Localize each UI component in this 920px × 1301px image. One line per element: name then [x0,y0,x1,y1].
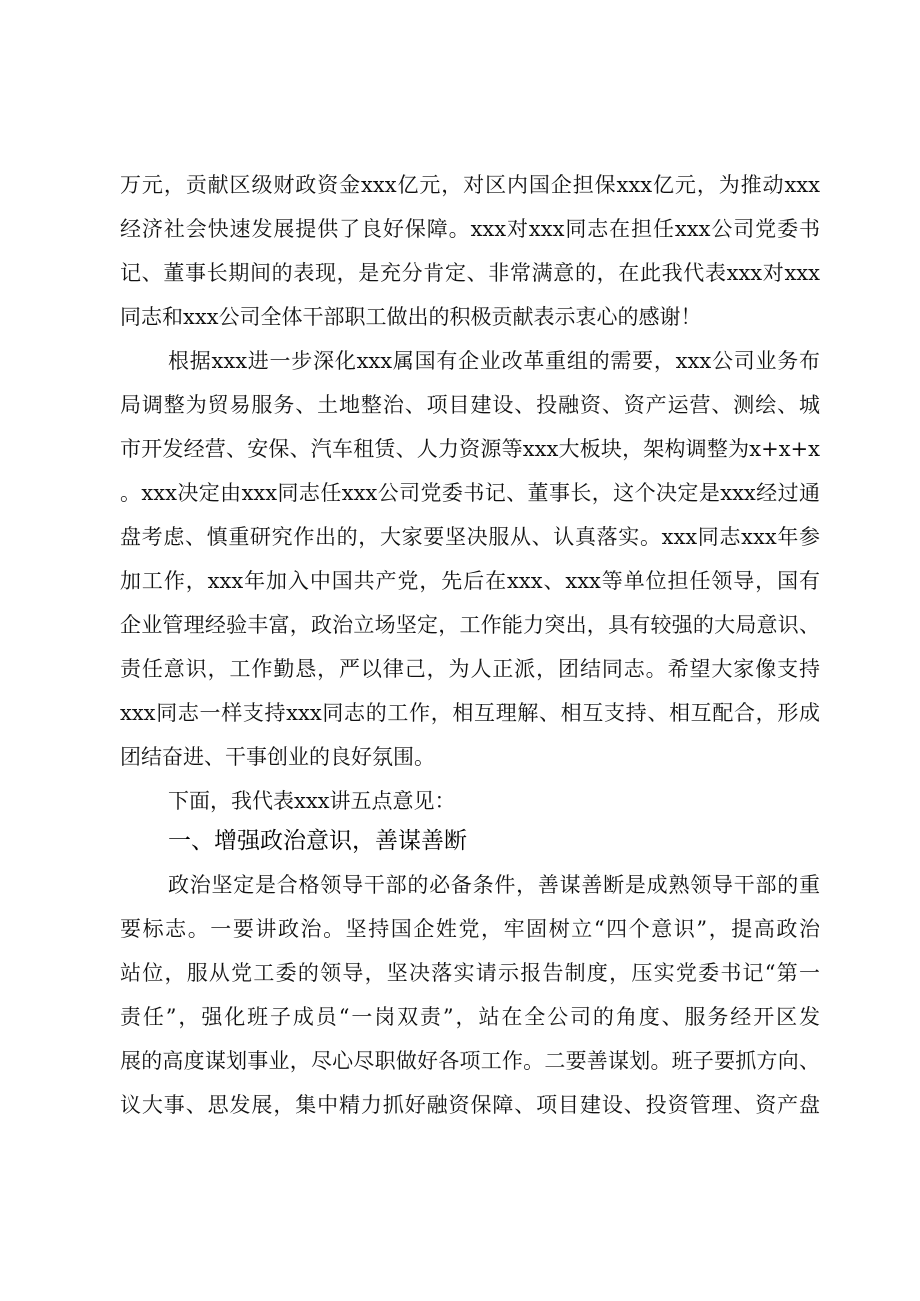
paragraph-2-line-5: 盘考虑、慎重研究作出的，大家要坚决服从、认真落实。xxx同志xxx年参 [120,525,820,549]
paragraph-2-line-9: xxx同志一样支持xxx同志的工作，相互理解、相互支持、相互配合，形成 [120,701,820,725]
paragraph-2-line-8: 责任意识，工作勤恳，严以律己，为人正派，团结同志。希望大家像支持 [120,657,820,681]
paragraph-1-line-2: 经济社会快速发展提供了良好保障。xxx对xxx同志在担任xxx公司党委书 [120,217,820,241]
section-paragraph-line-4: 责任”，强化班子成员“一岗双责”，站在全公司的角度、服务经开区发 [120,1005,820,1029]
paragraph-1-line-4: 同志和xxx公司全体干部职工做出的积极贡献表示衷心的感谢！ [120,305,702,329]
section-paragraph-line-5: 展的高度谋划事业，尽心尽职做好各项工作。二要善谋划。班子要抓方向、 [120,1049,820,1073]
section-paragraph-line-2: 要标志。一要讲政治。坚持国企姓党，牢固树立“四个意识”，提高政治 [120,917,820,941]
paragraph-2-line-10: 团结奋进、干事创业的良好氛围。 [120,745,435,769]
paragraph-3-line-1: 下面，我代表xxx讲五点意见： [168,789,456,813]
section-paragraph-line-6: 议大事、思发展，集中精力抓好融资保障、项目建设、投资管理、资产盘 [120,1093,820,1117]
paragraph-2-line-7: 企业管理经验丰富，政治立场坚定，工作能力突出，具有较强的大局意识、 [120,613,820,637]
paragraph-2-line-6: 加工作，xxx年加入中国共产党，先后在xxx、xxx等单位担任领导，国有 [120,569,820,593]
paragraph-2-line-1: 根据xxx进一步深化xxx属国有企业改革重组的需要，xxx公司业务布 [168,349,820,373]
paragraph-2-line-3: 市开发经营、安保、汽车租赁、人力资源等xxx大板块，架构调整为x+x+x [120,437,820,461]
paragraph-2-line-4: 。xxx决定由xxx同志任xxx公司党委书记、董事长，这个决定是xxx经过通 [120,481,820,505]
paragraph-2-line-2: 局调整为贸易服务、土地整治、项目建设、投融资、资产运营、测绘、城 [120,393,820,417]
paragraph-1-line-3: 记、董事长期间的表现，是充分肯定、非常满意的，在此我代表xxx对xxx [120,261,820,285]
section-paragraph-line-3: 站位，服从党工委的领导，坚决落实请示报告制度，压实党委书记“第一 [120,961,820,985]
section-paragraph-line-1: 政治坚定是合格领导干部的必备条件，善谋善断是成熟领导干部的重 [168,873,820,897]
paragraph-1-line-1: 万元，贡献区级财政资金xxx亿元，对区内国企担保xxx亿元，为推动xxx [120,173,820,197]
section-heading: 一、增强政治意识，善谋善断 [168,828,467,854]
